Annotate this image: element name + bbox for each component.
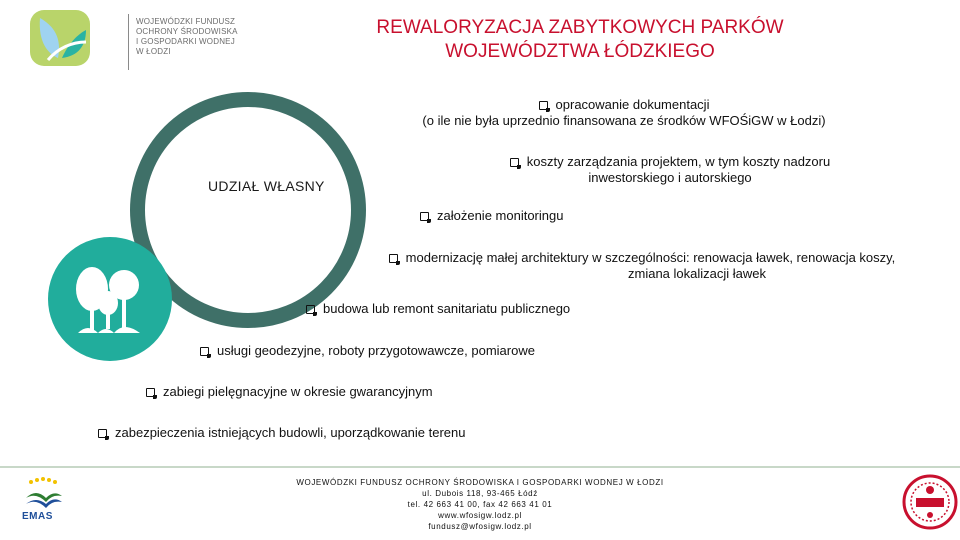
list-item: budowa lub remont sanitariatu publicznego [306, 301, 570, 317]
footer-web-link[interactable]: www.wfosigw.lodz.pl [438, 511, 522, 520]
footer-divider [0, 466, 960, 468]
logo-line-2: OCHRONY ŚRODOWISKA [136, 27, 238, 36]
emas-logo-icon [18, 476, 68, 538]
footer-email-link[interactable]: fundusz@wfosigw.lodz.pl [428, 522, 532, 531]
emas-label: EMAS [22, 511, 53, 522]
title-line-2: WOJEWÓDZTWA ŁÓDZKIEGO [445, 41, 715, 62]
logo-line-4: W ŁODZI [136, 47, 171, 56]
list-item: usługi geodezyjne, roboty przygotowawcze, pomiarowe [200, 343, 535, 359]
own-contribution-label: UDZIAŁ WŁASNY [208, 178, 325, 194]
checkbox-bullet-icon [539, 101, 548, 110]
title-line-1: REWALORYZACJA ZABYTKOWYCH PARKÓW [376, 17, 784, 38]
list-item: zabiegi pielęgnacyjne w okresie gwarancyjnym [146, 384, 433, 400]
certification-seal-icon [902, 474, 958, 530]
trees-badge [48, 237, 172, 361]
logo-text [136, 17, 246, 57]
footer-org: WOJEWÓDZKI FUNDUSZ OCHRONY ŚRODOWISKA I GOSPODARKI WODNEJ W ŁODZI [296, 478, 664, 487]
footer-contact [280, 477, 680, 532]
checkbox-bullet-icon [200, 347, 209, 356]
checkbox-bullet-icon [146, 388, 155, 397]
logo-line-3: I GOSPODARKI WODNEJ [136, 37, 235, 46]
list-item: modernizację małej architektury w szczególności: renowacja ławek, renowacja koszy, zmiana lokalizacji ławek [344, 250, 940, 282]
fund-logo-icon [28, 8, 92, 68]
checkbox-bullet-icon [510, 158, 519, 167]
footer-address: ul. Dubois 118, 93-465 Łódź [422, 489, 538, 498]
checkbox-bullet-icon [306, 305, 315, 314]
list-item: opracowanie dokumentacji (o ile nie była uprzednio finansowana ze środków WFOŚiGW w Łodzi) [422, 97, 826, 128]
trees-icon [48, 237, 172, 361]
page-title [320, 16, 840, 64]
fund-logo [28, 8, 238, 68]
checkbox-bullet-icon [420, 212, 429, 221]
footer-phone: tel. 42 663 41 00, fax 42 663 41 01 [407, 500, 553, 509]
checkbox-bullet-icon [389, 254, 398, 263]
logo-line-1: WOJEWÓDZKI FUNDUSZ [136, 17, 236, 26]
list-item: zabezpieczenia istniejących budowli, uporządkowanie terenu [98, 425, 466, 441]
list-item: koszty zarządzania projektem, w tym koszty nadzoru inwestorskiego i autorskiego [480, 154, 860, 186]
logo-divider [128, 14, 129, 70]
checkbox-bullet-icon [98, 429, 107, 438]
list-item: założenie monitoringu [420, 208, 563, 224]
